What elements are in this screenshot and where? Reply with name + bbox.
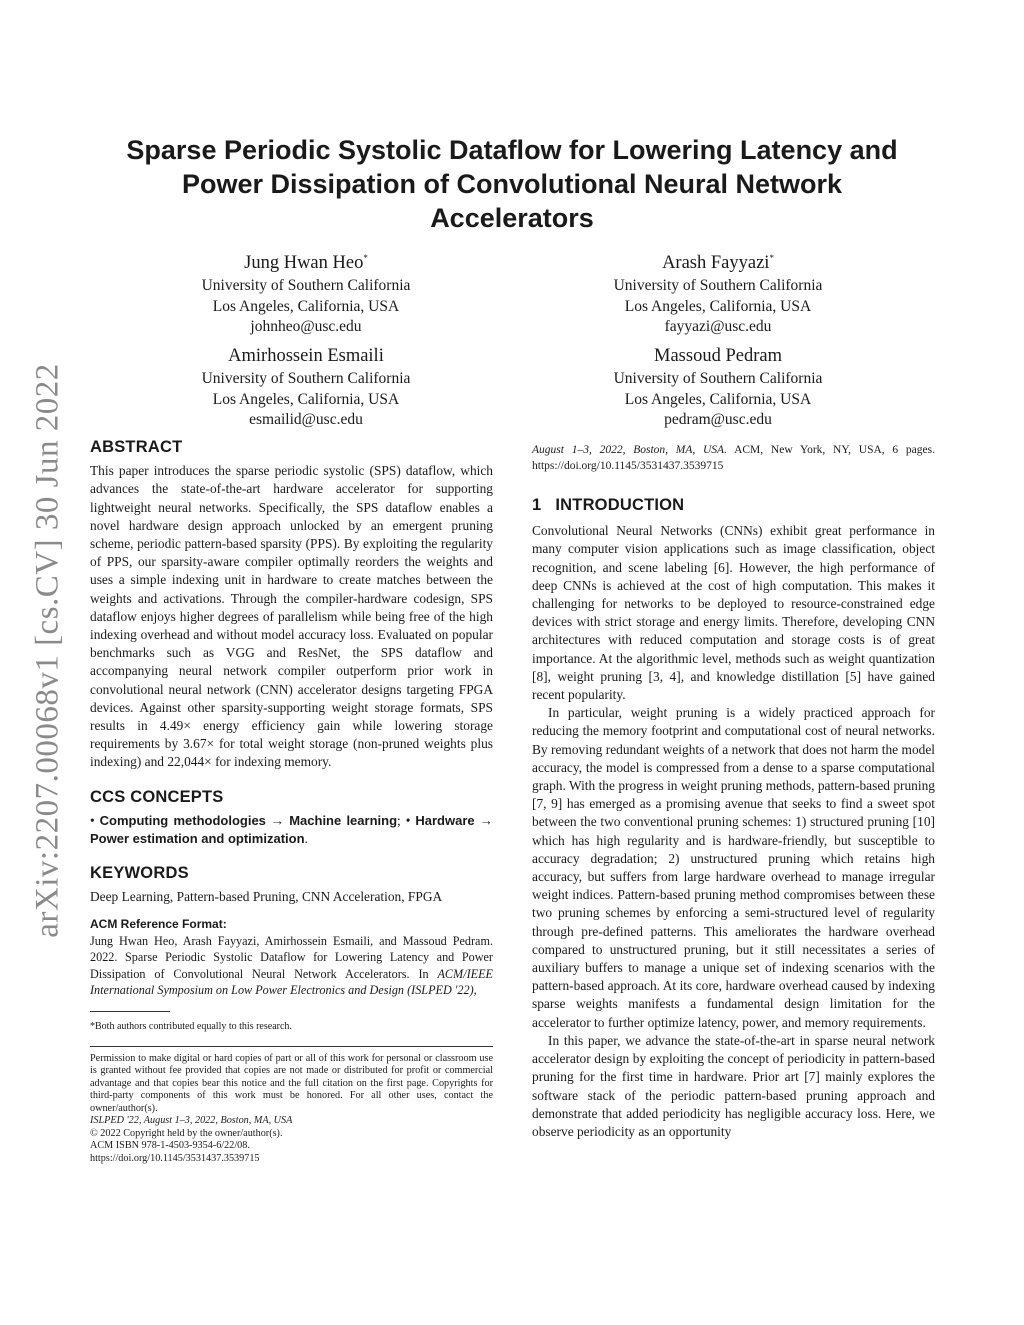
section-title: INTRODUCTION <box>555 496 685 514</box>
left-column <box>90 438 493 1165</box>
author-name: Massoud Pedram <box>654 346 782 366</box>
keywords-section <box>90 864 493 906</box>
ccs-concepts-section <box>90 788 493 849</box>
author-location: Los Angeles, California, USA <box>624 390 812 408</box>
author-email: fayyazi@usc.edu <box>664 318 772 336</box>
abstract-text: This paper introduces the sparse periodic systolic (SPS) dataflow, which advances the state-of-the-art hardware accelerator for supporting lightweight neural networks. Specifically, the SPS dataflow enables a novel hardware design approach unlocked by an emergent pruning scheme, periodic pattern-based sparsity (PPS). By exploiting the regularity of PPS, our sparsity-aware compiler optimally reorders the weights and uses a simple indexing unit in hardware to create matches between the weights and activations. Through the compiler-hardware codesign, SPS dataflow enjoys higher degrees of parallelism while being free of the high indexing overhead and without model accuracy loss. Evaluated on popular benchmarks such as VGG and ResNet, the SPS dataflow and accompanying neural network compiler outperform prior work in convolutional neural network (CNN) accelerator designs targeting FPGA devices. Against other sparsity-supporting weight storage formats, SPS results in 4.49× energy efficiency gain while lowering storage requirements by 3.67× for total weight storage (non-pruned weights plus indexing) and 22,044× for indexing memory. <box>90 463 493 770</box>
footnote-divider <box>90 1011 170 1012</box>
intro-paragraph-3: In this paper, we advance the state-of-the-art in sparse neural network accelerator design by exploiting the concept of periodicity in pattern-based pruning for the first time in hardware. Prior art [7] mainly explores the software stack of the periodic pattern-based pruning approach and demonstrate that added periodicity has negligible accuracy loss. Here, we observe periodicity as an opportunity <box>532 1032 935 1139</box>
author-block-3 <box>126 344 486 431</box>
acm-reference-continuation: August 1–3, 2022, Boston, MA, USA. ACM, New York, NY, USA, 6 pages. https://doi.org/10.1145/3531437.3539715 <box>532 444 935 472</box>
author-location: Los Angeles, California, USA <box>624 297 812 315</box>
doi-link[interactable]: https://doi.org/10.1145/3531437.3539715 <box>90 1152 260 1164</box>
author-email: johnheo@usc.edu <box>250 318 362 336</box>
arxiv-identifier-stamp <box>26 355 70 945</box>
acm-reference-text: Jung Hwan Heo, Arash Fayyazi, Amirhossein Esmaili, and Massoud Pedram. 2022. Sparse Periodic Systolic Dataflow for Lowering Latency and Power Dissipation of Convolutional Neural Network Accelerators. In ACM/IEEE International Symposium on Low Power Electronics and Design (ISLPED '22), <box>90 933 493 998</box>
isbn-line: ACM ISBN 978-1-4503-9354-6/22/08. <box>90 1140 250 1152</box>
copyright-line: © 2022 Copyright held by the owner/author(s). <box>90 1127 283 1139</box>
author-email: esmailid@usc.edu <box>249 411 363 428</box>
permission-notice <box>90 1053 493 1166</box>
equal-contribution-footnote: *Both authors contributed equally to this research. <box>90 1020 292 1032</box>
author-affiliation: University of Southern California <box>201 277 411 295</box>
keywords-heading: KEYWORDS <box>90 864 189 883</box>
author-name: Amirhossein Esmaili <box>228 346 384 366</box>
author-name: Arash Fayyazi* <box>662 253 774 274</box>
intro-paragraph-2: In particular, weight pruning is a widely practiced approach for reducing the memory footprint and computational cost of neural networks. By removing redundant weights of a network that does not harm the model accuracy, the model is compressed from a dense to a sparse computational graph. With the progress in weight pruning methods, pattern-based pruning [7, 9] has emerged as a promising avenue that seeks to find a sweet spot between the two conventional pruning schemes: 1) structured pruning [10] which has high regularity and is hardware-friendly, but susceptible to accuracy degradation; 2) unstructured pruning which retains high accuracy, but suffers from large hardware overhead to manage irregular weight indices. Pattern-based pruning method compromises between these two pruning schemes by enforcing a semi-structured level of regularity through pre-defined patterns. This ameliorates the hardware overhead compared to unstructured pruning, but it still necessitates a series of auxiliary buffers to manage a unique set of indexing scenarios with the pattern-based approach. At its core, hardware overhead caused by indexing sparse weights manifests a fundamental design limitation for the accelerator to further optimize latency, power, and memory requirements. <box>532 705 935 1030</box>
ccs-concepts-list: • Computing methodologies → Machine learning; • Hardware → Power estimation and optimization. <box>90 812 493 847</box>
author-location: Los Angeles, California, USA <box>212 390 400 408</box>
abstract-heading: ABSTRACT <box>90 438 183 456</box>
author-affiliation: University of Southern California <box>613 277 823 295</box>
permission-text: Permission to make digital or hard copies of part or all of this work for personal or classroom use is granted without fee provided that copies are not made or distributed for profit or commercial advantage and that copies bear this notice and the full citation on the first page. Copyrights for third-party components of this work must be honored. For all other uses, contact the owner/author(s). <box>90 1052 493 1114</box>
keywords-text: Deep Learning, Pattern-based Pruning, CNN Acceleration, FPGA <box>90 889 443 905</box>
section-number: 1 <box>532 496 542 514</box>
introduction-heading <box>532 496 935 514</box>
author-block-4 <box>538 344 898 431</box>
author-location: Los Angeles, California, USA <box>212 297 400 315</box>
intro-paragraph-1: Convolutional Neural Networks (CNNs) exhibit great performance in many computer vision applications such as image classification, object recognition, and scene labeling [6]. However, the high performance of deep CNNs is achieved at the cost of high computation. This makes it challenging for networks to be deployed to resource-constrained edge devices with strict storage and energy limits. Therefore, developing CNN architectures with reduced computation and storage costs is of great importance. At the algorithmic level, methods such as weight quantization [8], weight pruning [3, 4], and knowledge distillation [5] have gained recent popularity. <box>532 523 935 703</box>
paper-title: Sparse Periodic Systolic Dataflow for Lowering Latency and Power Dissipation of Convolutional Neural Network Accelerators <box>126 135 898 233</box>
permission-divider <box>90 1046 493 1047</box>
ccs-heading: CCS CONCEPTS <box>90 787 224 806</box>
author-block-2 <box>538 246 898 338</box>
acm-reference-heading: ACM Reference Format: <box>90 916 227 931</box>
arxiv-identifier-text: arXiv:2207.00068v1 [cs.CV] 30 Jun 2022 <box>29 362 66 938</box>
author-affiliation: University of Southern California <box>613 370 823 387</box>
author-name: Jung Hwan Heo* <box>244 253 368 274</box>
author-block-1 <box>126 246 486 338</box>
author-email: pedram@usc.edu <box>664 411 772 428</box>
author-affiliation: University of Southern California <box>201 370 411 387</box>
right-column <box>532 443 935 1141</box>
venue-line: ISLPED '22, August 1–3, 2022, Boston, MA, USA <box>90 1115 293 1127</box>
